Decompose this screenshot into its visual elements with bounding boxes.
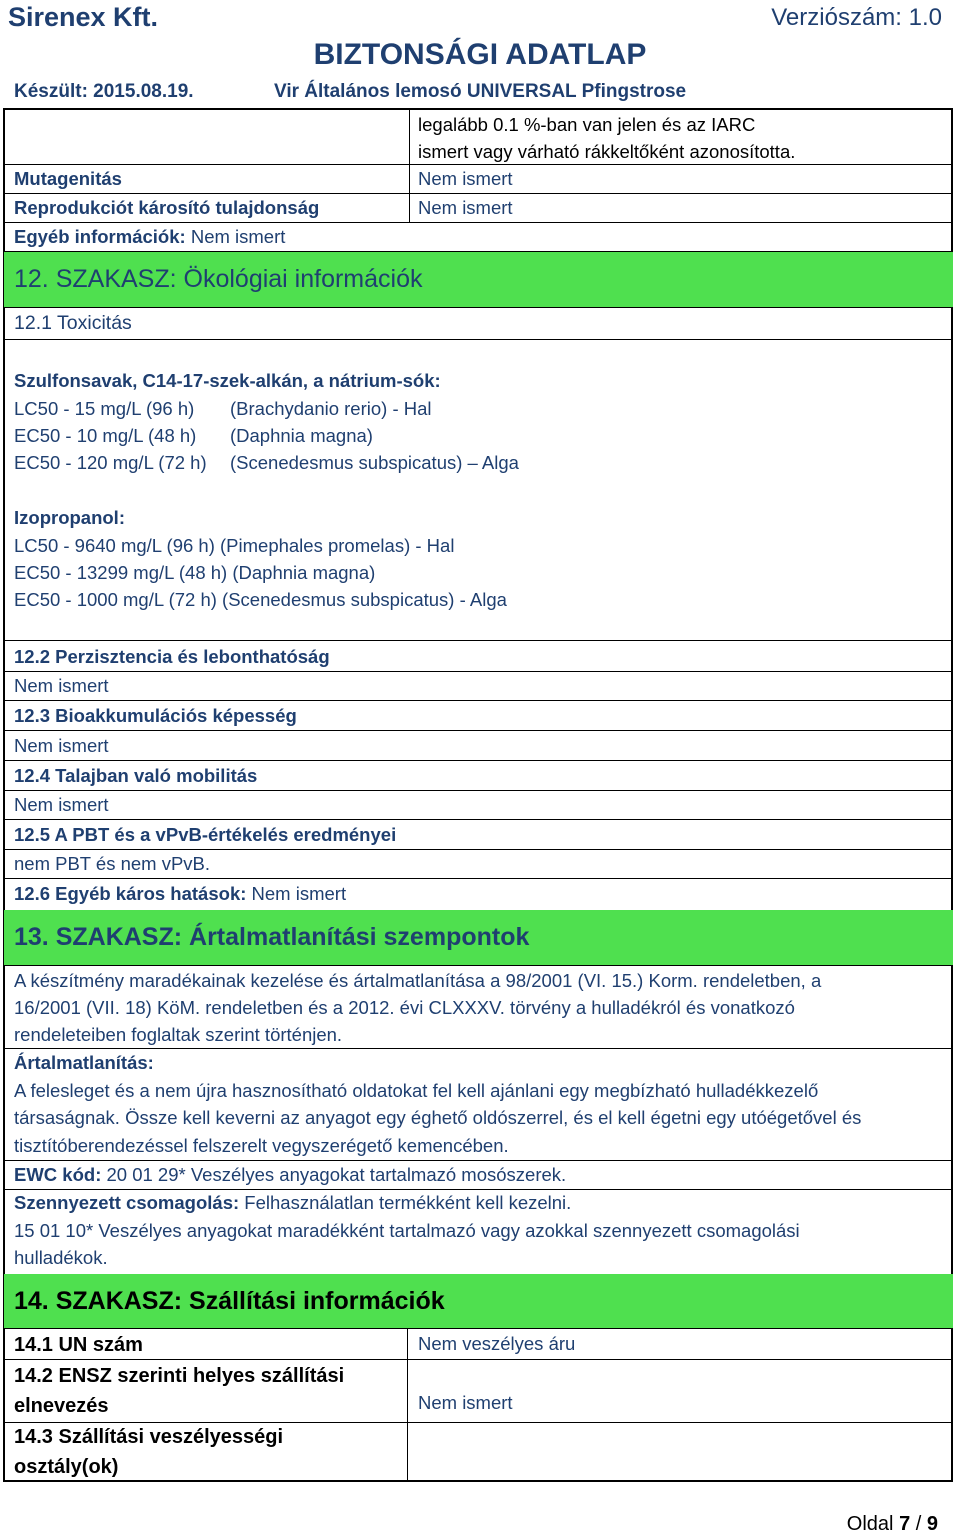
row-divider xyxy=(4,819,953,820)
disposal-text: társaságnak. Össze kell keverni az anyagot egy éghető oldószerrel, és el kell égetni egy utóégetővel és xyxy=(14,1107,862,1128)
soil-mobility-title: 12.4 Talajban való mobilitás xyxy=(14,765,258,786)
page-number xyxy=(847,1513,938,1536)
shipping-name-label: elnevezés xyxy=(14,1395,109,1417)
row-divider xyxy=(4,1048,953,1049)
section-13-title: 13. SZAKASZ: Ártalmatlanítási szempontok xyxy=(14,923,530,951)
section-12-title: 12. SZAKASZ: Ökológiai információk xyxy=(14,265,423,293)
row-divider xyxy=(4,965,953,966)
row-divider xyxy=(4,790,953,791)
row-divider xyxy=(4,730,953,731)
substance-1-title: Szulfonsavak, C14-17-szek-alkán, a nátrium-sók: xyxy=(14,370,441,391)
reproductive-toxicity-value: Nem ismert xyxy=(418,197,513,218)
shipping-name-label: 14.2 ENSZ szerinti helyes szállítási xyxy=(14,1365,345,1387)
disposal-paragraph: 16/2001 (VII. 18) KöM. rendeletben és a 2012. évi CLXXXV. törvény a hulladékról és vonatkozó xyxy=(14,997,795,1018)
disposal-text: tisztítóberendezéssel felszerelt vegyszerégető kemencében. xyxy=(14,1135,509,1156)
page-total: 9 xyxy=(926,1513,938,1535)
row-divider xyxy=(4,671,953,672)
transport-class-label: 14.3 Szállítási veszélyességi xyxy=(14,1426,284,1448)
carcinogenicity-text: legalább 0.1 %-ban van jelen és az IARC xyxy=(418,114,756,135)
row-divider xyxy=(4,307,953,308)
un-number-label: 14.1 UN szám xyxy=(14,1334,143,1356)
table-divider xyxy=(407,1328,408,1482)
contaminated-packaging xyxy=(14,1192,571,1214)
ewc-value: 20 01 29* Veszélyes anyagokat tartalmazó mosószerek. xyxy=(106,1164,567,1185)
tox-row: EC50 - 13299 mg/L (48 h) (Daphnia magna) xyxy=(14,562,376,583)
packaging-label: Szennyezett csomagolás: xyxy=(14,1192,240,1213)
other-info-label: Egyéb információk: xyxy=(14,226,186,247)
un-number-value: Nem veszélyes áru xyxy=(418,1333,576,1354)
pbt-value: nem PBT és nem vPvB. xyxy=(14,853,211,874)
packaging-code: hulladékok. xyxy=(14,1247,108,1268)
page-prefix: Oldal xyxy=(846,1513,894,1535)
substance-2-title: Izopropanol: xyxy=(14,507,125,528)
persistence-value: Nem ismert xyxy=(14,675,109,696)
tox-row-organism: (Scenedesmus subspicatus) – Alga xyxy=(230,452,519,473)
other-info xyxy=(14,226,285,248)
tox-row-value: EC50 - 10 mg/L (48 h) xyxy=(14,425,197,446)
row-divider xyxy=(4,700,953,701)
row-divider xyxy=(4,849,953,850)
tox-row-value: LC50 - 15 mg/L (96 h) xyxy=(14,398,195,419)
row-divider xyxy=(4,339,953,340)
row-divider xyxy=(4,760,953,761)
bioaccumulation-title: 12.3 Bioakkumulációs képesség xyxy=(14,705,297,726)
other-effects-value: Nem ismert xyxy=(251,883,347,904)
section-14-title: 14. SZAKASZ: Szállítási információk xyxy=(14,1287,445,1315)
disposal-label: Ártalmatlanítás: xyxy=(14,1052,154,1073)
shipping-name-value: Nem ismert xyxy=(418,1392,513,1413)
ewc-label: EWC kód: xyxy=(14,1164,102,1185)
reproductive-toxicity-label: Reprodukciót károsító tulajdonság xyxy=(14,197,320,218)
mutagenicity-label: Mutagenitás xyxy=(14,168,122,189)
carcinogenicity-text: ismert vagy várható rákkeltőként azonosította. xyxy=(418,141,796,162)
other-effects xyxy=(14,883,346,905)
soil-mobility-value: Nem ismert xyxy=(14,794,109,815)
packaging-code: 15 01 10* Veszélyes anyagokat maradékként tartalmazó vagy azokkal szennyezett csomagolási xyxy=(14,1220,800,1241)
bioaccumulation-value: Nem ismert xyxy=(14,735,109,756)
row-divider xyxy=(4,1328,953,1329)
row-divider xyxy=(4,1359,953,1360)
mutagenicity-value: Nem ismert xyxy=(418,168,513,189)
disposal-text: A felesleget és a nem újra hasznosítható oldatokat fel kell ajánlani egy megbízható hulladékkezelő xyxy=(14,1080,819,1101)
row-divider xyxy=(4,1422,953,1423)
version-number: Verziószám: 1.0 xyxy=(771,4,942,31)
tox-row-organism: (Daphnia magna) xyxy=(230,425,373,446)
tox-row: EC50 - 1000 mg/L (72 h) (Scenedesmus subspicatus) - Alga xyxy=(14,589,507,610)
product-name: Vir Általános lemosó UNIVERSAL Pfingstrose xyxy=(274,81,687,102)
tox-row-value: EC50 - 120 mg/L (72 h) xyxy=(14,452,207,473)
pbt-title: 12.5 A PBT és a vPvB-értékelés eredményei xyxy=(14,824,397,845)
tox-row-organism: (Brachydanio rerio) - Hal xyxy=(230,398,432,419)
row-divider xyxy=(4,878,953,879)
table-divider xyxy=(409,108,410,222)
row-divider xyxy=(4,164,953,165)
tox-row: LC50 - 9640 mg/L (96 h) (Pimephales promelas) - Hal xyxy=(14,535,455,556)
page-separator: / xyxy=(915,1513,922,1535)
row-divider xyxy=(4,222,953,223)
packaging-value: Felhasználatlan termékként kell kezelni. xyxy=(244,1192,572,1213)
created-date: Készült: 2015.08.19. xyxy=(14,81,194,102)
row-divider xyxy=(4,1160,953,1161)
document-title: BIZTONSÁGI ADATLAP xyxy=(313,38,647,71)
toxicity-title: 12.1 Toxicitás xyxy=(14,312,132,334)
row-divider xyxy=(4,1189,953,1190)
other-effects-title: 12.6 Egyéb káros hatások: xyxy=(14,883,247,904)
persistence-title: 12.2 Perzisztencia és lebonthatóság xyxy=(14,646,330,667)
disposal-paragraph: rendeleteiben foglaltak szerint történjen. xyxy=(14,1024,343,1045)
transport-class-label: osztály(ok) xyxy=(14,1456,119,1478)
ewc-code xyxy=(14,1164,566,1186)
row-divider xyxy=(4,640,953,641)
row-divider xyxy=(4,193,953,194)
page-current: 7 xyxy=(899,1513,911,1535)
other-info-value: Nem ismert xyxy=(190,226,286,247)
disposal-paragraph: A készítmény maradékainak kezelése és ártalmatlanítása a 98/2001 (VI. 15.) Korm. rendeletben, a xyxy=(14,970,822,991)
company-name: Sirenex Kft. xyxy=(8,2,159,32)
